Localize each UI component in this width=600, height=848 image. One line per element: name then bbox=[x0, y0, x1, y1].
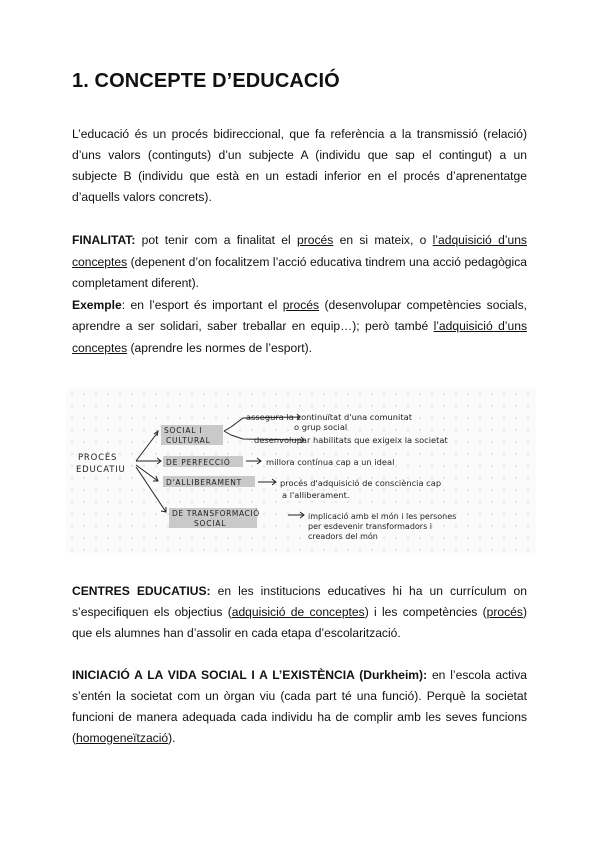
intro-text: L’educació és un procés bidireccional, que fa referència a la transmissió (relació) d’uns valors (continguts) d’un subjecte A (individu que sap el contingut) a un subjecte B (individu que està en un estadi inferior en el procés d’aprenentatge d’aquells valors concrets). bbox=[72, 127, 527, 204]
centres-text bbox=[72, 581, 527, 644]
branch1-label-1: SOCIAL I bbox=[164, 426, 203, 435]
iniciacio-t2: ). bbox=[168, 731, 176, 745]
diagram-svg bbox=[66, 388, 536, 553]
branch1-label-2: CULTURAL bbox=[166, 436, 211, 445]
handwritten-diagram bbox=[66, 388, 536, 553]
iniciacio-t1: en l’escola activa s’entén la societat com un òrgan viu (cada part té una funció). Perquè la societat funcioni de manera adequada cada individu ha de complir amb les seves funcions ( bbox=[72, 668, 527, 745]
branch2-text: millora contínua cap a un ideal bbox=[266, 457, 395, 467]
iniciacio-u1: homogeneïtzació bbox=[76, 731, 169, 745]
finalitat-t1: pot tenir com a finalitat el bbox=[135, 233, 297, 247]
finalitat-t2: en si mateix, o bbox=[333, 233, 433, 247]
branch4-text-1: implicació amb el món i les persones bbox=[308, 512, 457, 521]
branch4-label-2: SOCIAL bbox=[194, 519, 227, 528]
branch4-text-2: per esdevenir transformadors i bbox=[308, 522, 433, 531]
centres-t2: ) i les competències ( bbox=[364, 605, 487, 619]
iniciacio-paragraph bbox=[72, 665, 527, 749]
centres-t3: ) que els alumnes han d’assolir en cada etapa d’escolarització. bbox=[72, 605, 527, 640]
finalitat-t3: (depenent d’on focalitzem l’acció educativa tindrem una acció pedagògica completament diferent). bbox=[72, 254, 527, 290]
branch1-item-1: assegura la continuïtat d'una comunitat bbox=[246, 412, 412, 422]
branch1-item-2: o grup social bbox=[294, 422, 348, 432]
exemple-u1: procés bbox=[282, 297, 320, 312]
exemple-t1: : en l’esport és important el bbox=[121, 297, 283, 312]
centres-u1: adquisició de conceptes bbox=[231, 605, 365, 619]
finalitat-label: FINALITAT: bbox=[72, 233, 136, 247]
exemple-text bbox=[72, 295, 527, 360]
branch2-label: DE PERFECCIÓ bbox=[166, 458, 231, 467]
exemple-t2: (desenvolupar competències socials, aprendre a ser solidari, saber treballar en equip…); però també bbox=[72, 297, 527, 333]
branch3-text-2: a l'alliberament. bbox=[282, 490, 350, 500]
centres-label: CENTRES EDUCATIUS: bbox=[72, 584, 211, 598]
branch3-label: D'ALLIBERAMENT bbox=[166, 478, 243, 487]
finalitat-u1: procés bbox=[297, 233, 334, 247]
intro-paragraph bbox=[72, 124, 527, 208]
finalitat-text bbox=[72, 230, 527, 295]
finalitat-u2: l’adquisició d’uns conceptes bbox=[72, 233, 527, 269]
exemple-u2: l’adquisició d’uns conceptes bbox=[72, 319, 527, 355]
exemple-label: Exemple bbox=[72, 297, 122, 312]
branch3-text-1: procés d'adquisició de consciència cap bbox=[280, 478, 442, 488]
iniciacio-text bbox=[72, 665, 527, 749]
finalitat-paragraph bbox=[72, 230, 527, 359]
root-line1: PROCÉS bbox=[78, 453, 118, 463]
section-title: 1. CONCEPTE D’EDUCACIÓ bbox=[72, 70, 340, 92]
iniciacio-label: INICIACIÓ A LA VIDA SOCIAL I A L’EXISTÈNCIA (Durkheim): bbox=[72, 668, 428, 682]
centres-paragraph bbox=[72, 581, 527, 644]
exemple-t3: (aprendre les normes de l’esport). bbox=[127, 340, 312, 355]
branch4-label-1: DE TRANSFORMACIÓ bbox=[172, 509, 260, 518]
centres-t1: en les institucions educatives hi ha un currículum on s’especifiquen els objectius ( bbox=[72, 584, 527, 619]
branch4-text-3: creadors del món bbox=[308, 532, 378, 541]
branch1-item-3: desenvolupar habilitats que exigeix la societat bbox=[254, 435, 448, 445]
centres-u2: procés bbox=[486, 605, 523, 619]
root-line2: EDUCATIU bbox=[76, 465, 126, 475]
